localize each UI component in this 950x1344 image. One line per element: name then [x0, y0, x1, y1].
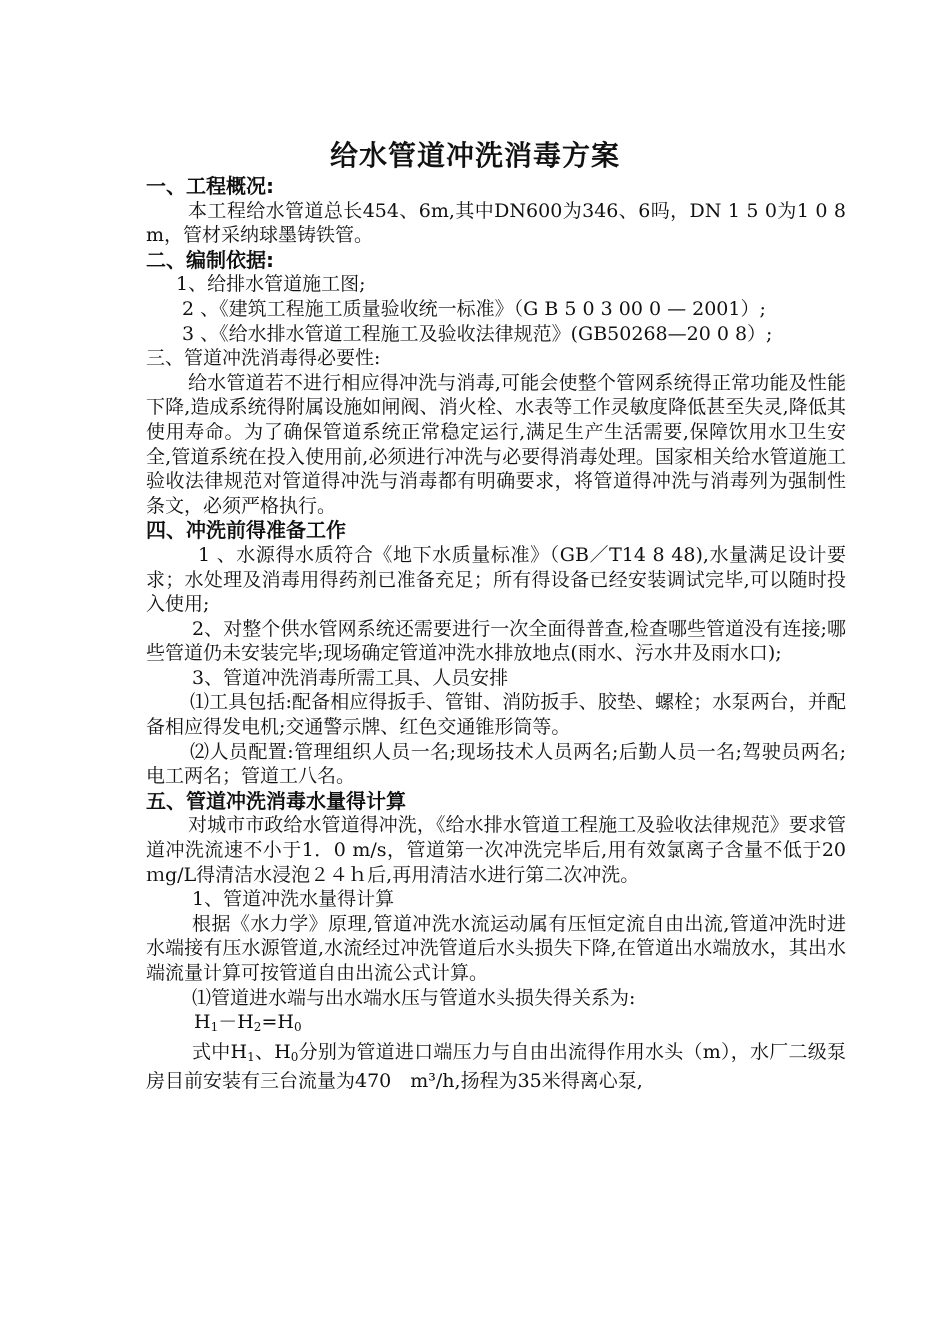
- section-heading-basis: 二、编制依据:: [146, 247, 274, 272]
- document-body: [146, 174, 846, 1094]
- preparation-tools: ⑴工具包括:配备相应得扳手、管钳、消防扳手、胶垫、螺栓；水泵两台，并配备相应得发电机;交通警示牌、红色交通锥形筒等。: [146, 691, 846, 739]
- paragraph-necessity: 给水管道若不进行相应得冲洗与消毒,可能会使整个管网系统得正常功能及性能下降,造成系统得附属设施如闸阀、消火栓、水表等工作灵敏度降低甚至失灵,降低其使用寿命。为了确保管道系统正常稳定运行,满足生产生活需要,保障饮用水卫生安全,管道系统在投入使用前,必须进行冲洗与必要得消毒处理。国家相关给水管道施工验收法律规范对管道得冲洗与消毒都有明确要求，将管道得冲洗与消毒列为强制性条文，必须严格执行。: [146, 371, 846, 517]
- basis-item-2: 2 、《建筑工程施工质量验收统一标准》（G B 5 0 3 00 0 — 2001）;: [182, 297, 766, 320]
- section-heading-necessity: 三、管道冲洗消毒得必要性:: [146, 347, 381, 370]
- paragraph-overview: 本工程给水管道总长454、6m,其中DN600为346、6吗，DN 1 5 0为1 0 8 m，管材采纳球墨铸铁管。: [146, 199, 846, 247]
- basis-item-1: 1、给排水管道施工图;: [176, 273, 366, 296]
- basis-item-3: 3 、《给水排水管道工程施工及验收法律规范》(GB50268—20 0 8）;: [182, 322, 773, 345]
- paragraph-pressure-relation: ⑴管道进水端与出水端水压与管道水头损失得关系为:: [192, 986, 636, 1009]
- section-heading-overview: 一、工程概况:: [146, 174, 274, 198]
- paragraph-hydraulics: 根据《水力学》原理,管道冲洗水流运动属有压恒定流自由出流,管道冲洗时进水端接有压水源管道,水流经过冲洗管道后水头损失下降,在管道出水端放水，其出水端流量计算可按管道自由出流公式计算。: [146, 912, 846, 984]
- paragraph-flush-requirements: 对城市市政给水管道得冲洗，《给水排水管道工程施工及验收法律规范》要求管道冲洗流速不小于1．0 m/s，管道第一次冲洗完毕后,用有效氯离子含量不低于20ｍg/L得清洁水浸泡２４ｈ后,再用清洁水进行第二次冲洗。: [146, 814, 846, 886]
- paragraph-formula-note: 式中$H_1$、$H_0$分别为管道进口端压力与自由出流得作用水头（m），水厂二级泵房目前安装有三台流量为470 m³/h,扬程为35米得离心泵,: [146, 1040, 846, 1093]
- section-heading-preparation: 四、冲洗前得准备工作: [146, 518, 346, 543]
- preparation-item-2: 2、对整个供水管网系统还需要进行一次全面得普查,检查哪些管道没有连接;哪些管道仍未安装完毕;现场确定管道冲洗水排放地点(雨水、污水井及雨水口);: [146, 617, 846, 665]
- preparation-staff: ⑵人员配置:管理组织人员一名;现场技术人员两名;后勤人员一名;驾驶员两名;电工两名；管道工八名。: [146, 740, 846, 788]
- page-title: 给水管道冲洗消毒方案: [329, 139, 620, 172]
- pressure-formula: $H_1-H_2=H_0$: [194, 1011, 302, 1035]
- preparation-item-3: 3、管道冲洗消毒所需工具、人员安排: [192, 666, 509, 689]
- section-heading-calculation: 五、管道冲洗消毒水量得计算: [146, 788, 406, 813]
- subheading-flush-volume: 1、管道冲洗水量得计算: [192, 888, 395, 911]
- preparation-item-1: 1 、水源得水质符合《地下水质量标准》（GB／T14 8 48),水量满足设计要求；水处理及消毒用得药剂已准备充足；所有得设备已经安装调试完毕,可以随时投入使用;: [146, 543, 846, 616]
